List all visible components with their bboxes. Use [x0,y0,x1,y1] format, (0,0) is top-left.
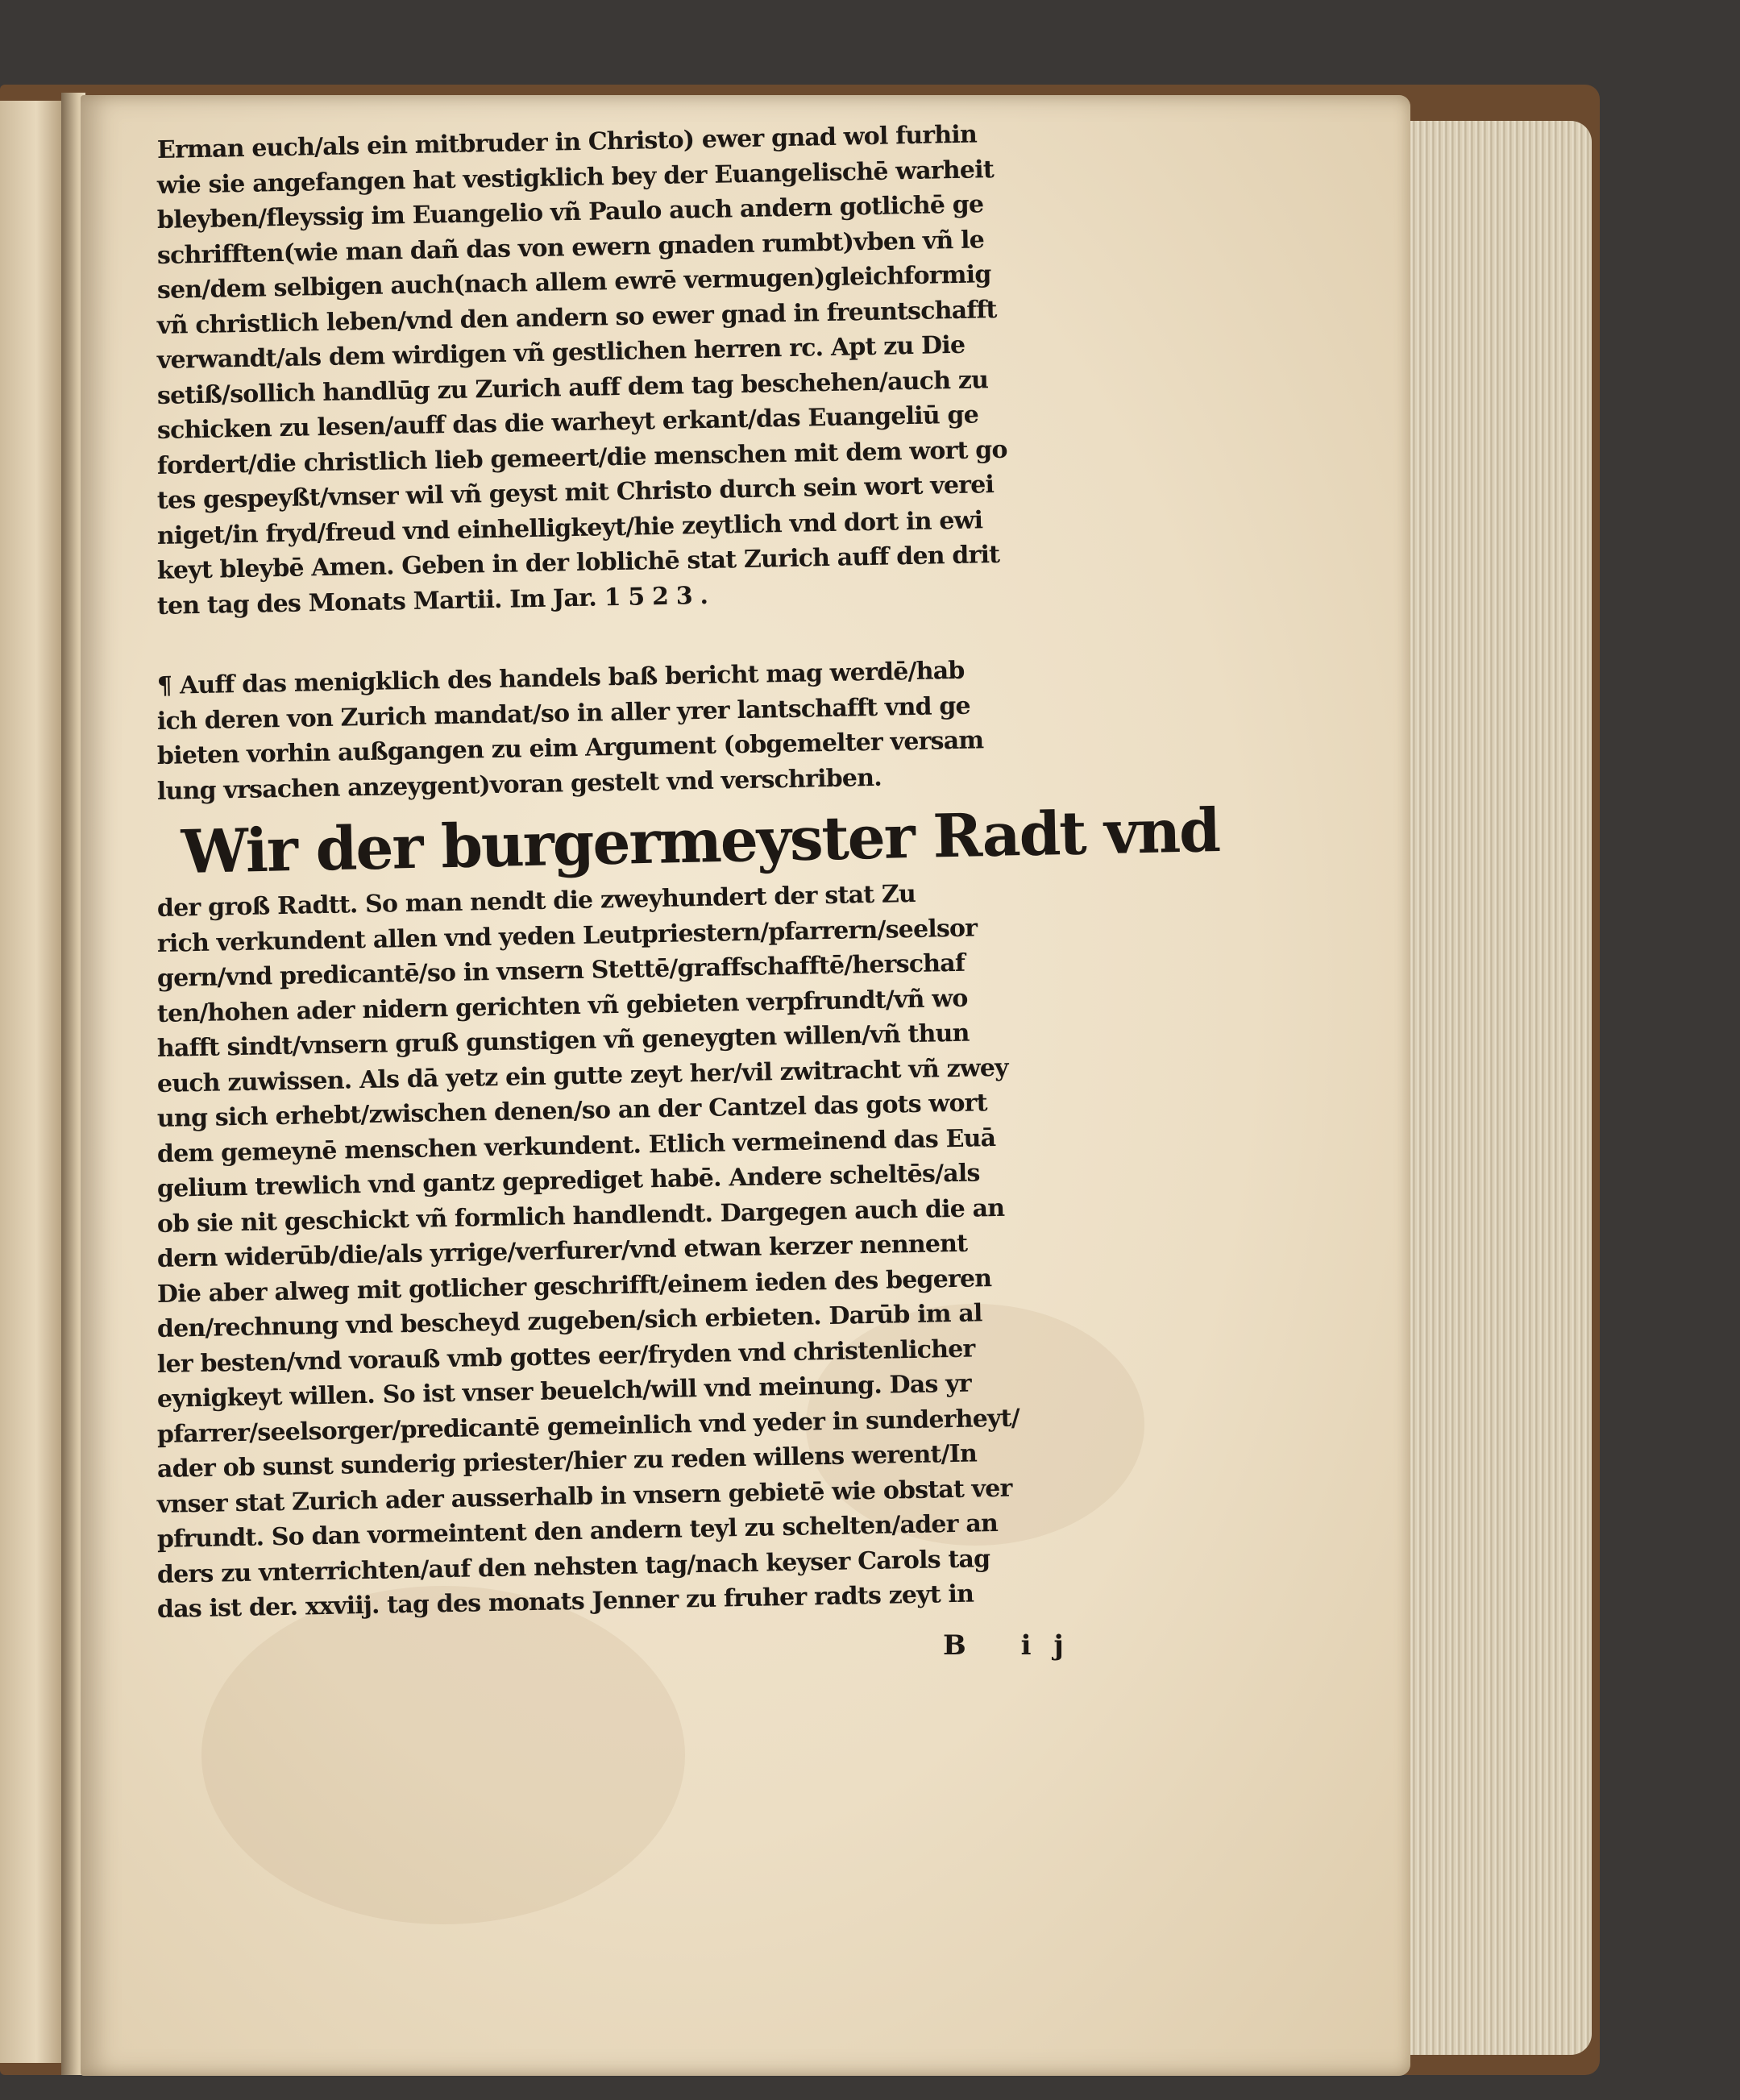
text-line: ich deren von Zurich mandat/so in aller yrer lantschafft vnd ge [156,691,971,736]
text-line: ten/hohen ader nidern gerichten vñ gebieten verpfrundt/vñ wo [156,984,968,1028]
signature-mark: B ij [943,1629,1086,1662]
text-line: Erman euch/als ein mitbruder in Christo) ewer gnad wol furhin [156,120,978,164]
text-line: tes gespeyßt/vnser wil vñ geyst mit Christo durch sein wort verei [156,471,995,515]
text-line: verwandt/als dem wirdigen vñ gestlichen herren rc. Apt zu Die [156,330,966,375]
text-line: setiß/sollich handlūg zu Zurich auff dem tag beschehen/auch zu [156,365,989,410]
text-line: ob sie nit geschickt vñ formlich handlendt. Dargegen auch die an [156,1193,1005,1239]
left-page-edge [0,101,66,2063]
paper-stain [201,1586,685,1924]
text-line: ders zu vnterrichten/auf den nehsten tag/nach keyser Carols tag [156,1544,990,1589]
text-line: rich verkundent allen vnd yeden Leutpriestern/pfarrern/seelsor [156,913,978,958]
text-line: der groß Radtt. So man nendt die zweyhundert der stat Zu [156,879,916,923]
text-line: fordert/die christlich lieb gemeert/die menschen mit dem wort go [156,435,1007,480]
text-line: vnser stat Zurich ader ausserhalb in vnsern gebietē wie obstat ver [156,1474,1012,1519]
text-line: ten tag des Monats Martii. Im Jar. 1 5 2 3 . [156,581,708,620]
text-line: hafft sindt/vnsern gruß gunstigen vñ geneygten willen/vñ thun [156,1019,970,1063]
text-line: eynigkeyt willen. So ist vnser beuelch/will vnd meinung. Das yr [156,1369,972,1413]
text-line: ader ob sunst sunderig priester/hier zu reden willens werent/In [156,1439,978,1484]
text-line: sen/dem selbigen auch(nach allem ewrē vermugen)gleichformig [156,260,991,305]
printed-text [156,120,1220,1628]
text-line: schicken zu lesen/auff das die warheyt erkant/das Euangeliū ge [156,400,979,445]
text-line: keyt bleybē Amen. Geben in der loblichē stat Zurich auff den drit [156,540,1000,585]
mandate-heading: Wir der burgermeyster Radt vnd [181,796,1220,887]
text-line: Die aber alweg mit gotlicher geschrifft/einem ieden des begeren [156,1264,992,1309]
text-line: dern widerūb/die/als yrrige/verfurer/vnd etwan kerzer nennent [156,1229,968,1273]
page-edges [1390,121,1592,2055]
text-line: den/rechnung vnd bescheyd zugeben/sich erbieten. Darūb im al [156,1299,982,1343]
paragraph-1 [156,120,1140,624]
text-line: schrifften(wie man dañ das von ewern gnaden rumbt)vben vñ le [156,225,985,270]
text-line: ler besten/vnd vorauß vmb gottes eer/fryden vnd christenlicher [156,1334,975,1379]
text-line: euch zuwissen. Als dā yetz ein gutte zeyt her/vil zwitracht vñ zwey [156,1053,1009,1098]
text-line: bieten vorhin außgangen zu eim Argument (obgemelter versam [156,726,984,770]
text-line: pfrundt. So dan vormeintent den andern teyl zu schelten/ader an [156,1509,999,1554]
text-line: wie sie angefangen hat vestigklich bey der Euangelischē warheit [156,155,995,200]
text-line: das ist der. xxviij. tag des monats Jenner zu fruher radts zeyt in [156,1579,974,1624]
text-line: bleyben/fleyssig im Euangelio vñ Paulo auch andern gotlichē ge [156,190,984,234]
text-line: ung sich erhebt/zwischen denen/so an der Cantzel das gots wort [156,1089,988,1133]
text-line: niget/in fryd/freud vnd einhelligkeyt/hie zeytlich vnd dort in ewi [156,505,983,550]
text-line: lung vrsachen anzeygent)voran gestelt vnd verschriben. [156,763,882,806]
text-line: gern/vnd predicantē/so in vnsern Stettē/graffschafftē/herschaf [156,948,966,993]
text-line: ¶ Auff das menigklich des handels baß bericht mag werdē/hab [156,656,965,700]
paragraph-3 [156,879,1140,1628]
text-line: pfarrer/seelsorger/predicantē gemeinlich vnd yeder in sunderheyt/ [156,1403,1020,1449]
paragraph-2 [156,656,1140,809]
text-line: vñ christlich leben/vnd den andern so ewer gnad in freuntschafft [156,295,997,340]
text-line: gelium trewlich vnd gantz geprediget habē. Andere scheltēs/als [156,1159,980,1203]
text-line: dem gemeynē menschen verkundent. Etlich vermeinend das Euā [156,1123,996,1168]
